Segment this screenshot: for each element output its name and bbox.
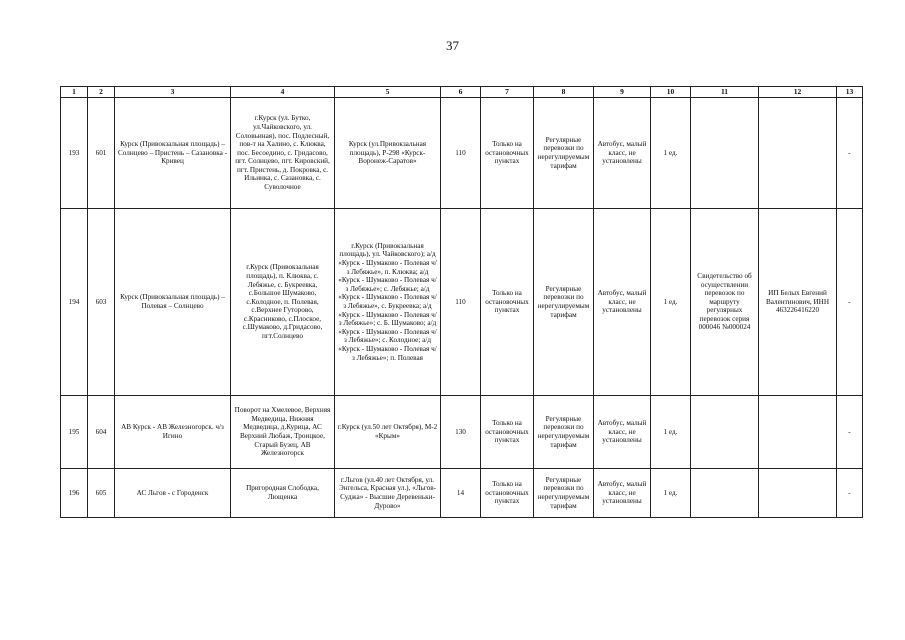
- column-header: 2: [88, 87, 115, 98]
- note-cell: -: [837, 469, 863, 518]
- boarding-order-cell: Только на остановочных пунктах: [481, 209, 534, 396]
- vehicle-count-cell: 1 ед.: [651, 209, 691, 396]
- column-header: 11: [691, 87, 759, 98]
- note-cell: -: [837, 396, 863, 469]
- vehicle-class-cell: Автобус, малый класс, не установлены: [594, 98, 651, 209]
- carrier-cell: ИП Белых Евгений Валентинович, ИНН 463226416220: [759, 209, 837, 396]
- streets-roads-cell: Курск (ул.Привокзальная площадь), Р-298 «Курск-Воронеж-Саратов»: [335, 98, 441, 209]
- transport-type-cell: Регулярные перевозки по нерегулируемым тарифам: [534, 469, 594, 518]
- vehicle-class-cell: Автобус, малый класс, не установлены: [594, 469, 651, 518]
- vehicle-class-cell: Автобус, малый класс, не установлены: [594, 209, 651, 396]
- table-row: [61, 98, 863, 209]
- intermediate-stops-cell: Пригородная Слободка, Лющенка: [231, 469, 335, 518]
- boarding-order-cell: Только на остановочных пунктах: [481, 469, 534, 518]
- table-row: [61, 469, 863, 518]
- row-number-cell: 195: [61, 396, 88, 469]
- column-header: 4: [231, 87, 335, 98]
- column-header: 13: [837, 87, 863, 98]
- intermediate-stops-cell: г.Курск (ул. Бутко, ул.Чайковского, ул. Соловьиная), пос. Подлесный, пов-т на Халино, с. Клюква, пос. Бесоедино, с. Гридасово, пгт. Солнцево, пгт. Кировский, пгт. Пристень, д. Покровка, с. Ильинка, с. Сазановка, с. Суволочное: [231, 98, 335, 209]
- route-name-cell: Курск (Привокзальная площадь) – Солнцево – Пристень – Сазановка - Кривец: [115, 98, 231, 209]
- note-cell: -: [837, 209, 863, 396]
- note-cell: -: [837, 98, 863, 209]
- vehicle-count-cell: 1 ед.: [651, 396, 691, 469]
- carrier-cell: [759, 469, 837, 518]
- row-number-cell: 193: [61, 98, 88, 209]
- column-header: 6: [441, 87, 481, 98]
- intermediate-stops-cell: г.Курск (Привокзальная площадь), п. Клюква, с. Лебяжье, с. Букреевка, с.Большое Шумаково, с.Колодное, п. Полевая, с.Верхнее Гуторово, с.Красниково, с.Плоское, с.Шумаково, д.Гридасово, пгт.Солнцево: [231, 209, 335, 396]
- intermediate-stops-cell: Поворот на Хмелевое, Верхняя Медведица, Нижняя Медведица, д.Курица, АС Верхний Любаж, Троицкое, Старый Бузец, АВ Железногорск: [231, 396, 335, 469]
- length-cell: 110: [441, 98, 481, 209]
- streets-roads-cell: г.Курск (Привокзальная площадь), ул. Чайковского); а/д «Курск - Шумаково - Полевая ч/з Лебяжье», п. Клюква; а/д «Курск - Шумаково - Полевая ч/з Лебяжье»; с. Лебяжье; а/д «Курск - Шумаково - Полевая ч/з Лебяжье», с. Букреевка; а/д «Курск - Шумаково - Полевая ч/з Лебяжье»; с. Б. Шумаково; а/д «Курск - Шумаково - Полевая ч/з Лебяжье»; с. Колодное; а/д «Курск - Шумаково - Полевая ч/з Лебяжье»; п. Полевая: [335, 209, 441, 396]
- table-row: [61, 396, 863, 469]
- row-number-cell: 196: [61, 469, 88, 518]
- boarding-order-cell: Только на остановочных пунктах: [481, 396, 534, 469]
- routes-table: [60, 86, 863, 518]
- carrier-cell: [759, 98, 837, 209]
- certificate-cell: [691, 396, 759, 469]
- column-header: 12: [759, 87, 837, 98]
- column-header: 7: [481, 87, 534, 98]
- route-number-cell: 601: [88, 98, 115, 209]
- route-name-cell: АС Льгов - с Городенск: [115, 469, 231, 518]
- route-number-cell: 605: [88, 469, 115, 518]
- route-name-cell: АВ Курск - АВ Железногорск. ч/з Игино: [115, 396, 231, 469]
- column-header: 8: [534, 87, 594, 98]
- page-number: 37: [446, 38, 459, 53]
- row-number-cell: 194: [61, 209, 88, 396]
- transport-type-cell: Регулярные перевозки по нерегулируемым тарифам: [534, 396, 594, 469]
- certificate-cell: [691, 469, 759, 518]
- column-header: 10: [651, 87, 691, 98]
- streets-roads-cell: г.Льгов (ул.40 лет Октября, ул. Энгельса, Красная ул.), «Льгов-Суджа» - Высшие Деревеньки-Дурово»: [335, 469, 441, 518]
- route-number-cell: 604: [88, 396, 115, 469]
- table-header-row: [61, 87, 863, 98]
- streets-roads-cell: г.Курск (ул.50 лет Октября), М-2 «Крым»: [335, 396, 441, 469]
- route-name-cell: Курск (Привокзальная площадь) – Полевая – Солнцево: [115, 209, 231, 396]
- vehicle-class-cell: Автобус, малый класс, не установлены: [594, 396, 651, 469]
- column-header: 3: [115, 87, 231, 98]
- vehicle-count-cell: 1 ед.: [651, 98, 691, 209]
- route-number-cell: 603: [88, 209, 115, 396]
- column-header: 5: [335, 87, 441, 98]
- column-header: 9: [594, 87, 651, 98]
- column-header: 1: [61, 87, 88, 98]
- boarding-order-cell: Только на остановочных пунктах: [481, 98, 534, 209]
- length-cell: 130: [441, 396, 481, 469]
- length-cell: 14: [441, 469, 481, 518]
- transport-type-cell: Регулярные перевозки по нерегулируемым тарифам: [534, 209, 594, 396]
- certificate-cell: [691, 98, 759, 209]
- table-row: [61, 209, 863, 396]
- vehicle-count-cell: 1 ед.: [651, 469, 691, 518]
- certificate-cell: Свидетельство об осуществлении перевозок по маршруту регулярных перевозок серия 000046 №000024: [691, 209, 759, 396]
- carrier-cell: [759, 396, 837, 469]
- length-cell: 110: [441, 209, 481, 396]
- transport-type-cell: Регулярные перевозки по нерегулируемым тарифам: [534, 98, 594, 209]
